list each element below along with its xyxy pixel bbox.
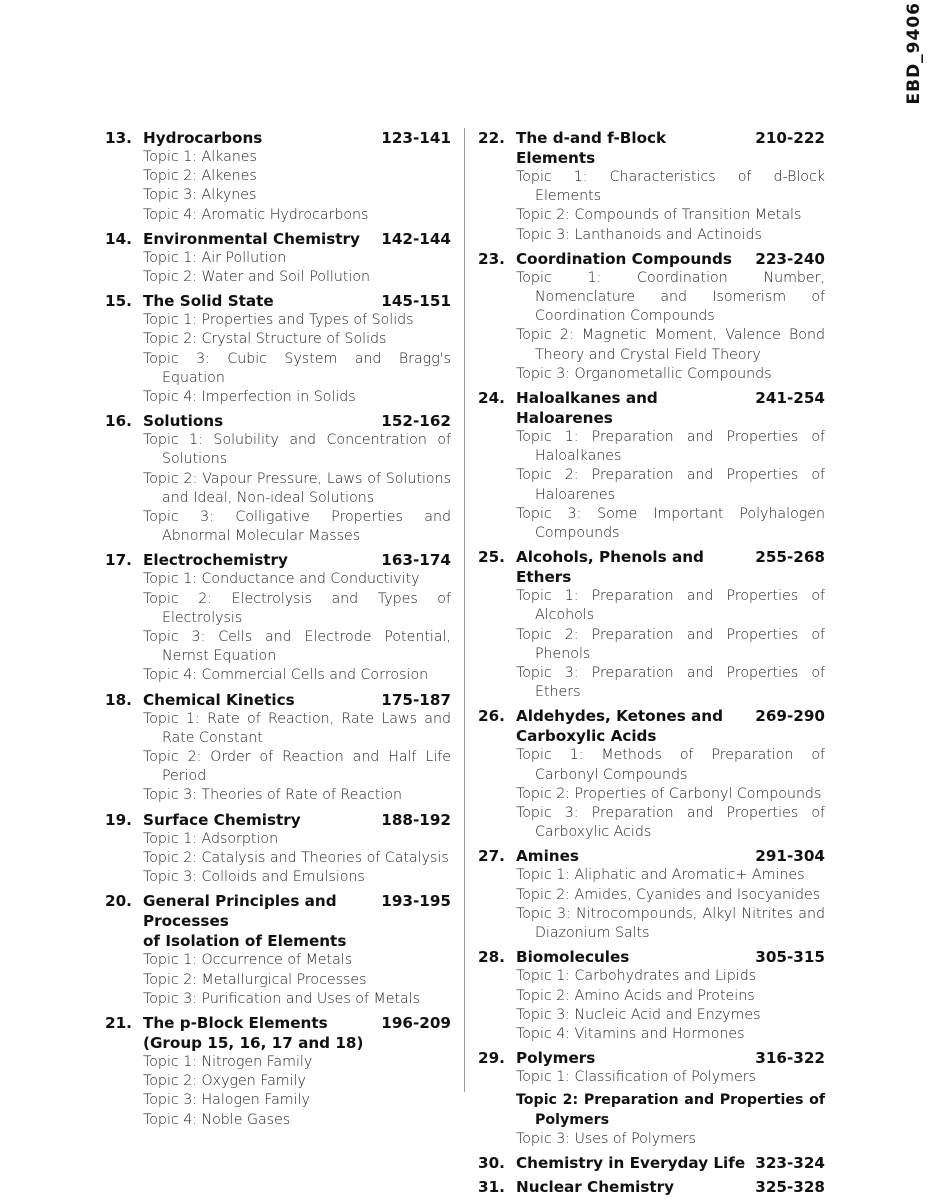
chapter-number: 16.: [105, 412, 132, 431]
topic-item: Topic 1: Carbohydrates and Lipids: [516, 968, 757, 985]
chapter-entry: [105, 411, 451, 546]
chapter-title: Chemical Kinetics: [143, 690, 295, 709]
chapter-entry: [478, 947, 825, 1044]
chapter-pages: 210-222: [755, 129, 825, 147]
chapter-entry: [105, 291, 451, 407]
topic-item: Topic 4: Vitamins and Hormones: [516, 1025, 745, 1042]
topic-item: Topic 1: Nitrogen Family: [143, 1053, 313, 1070]
chapter-number: 24.: [478, 389, 505, 408]
chapter-heading: [478, 388, 825, 428]
chapter-entry: [105, 810, 451, 888]
topic-list: [516, 269, 825, 384]
chapter-title: Alcohols, Phenols and Ethers: [516, 548, 704, 587]
chapter-pages: 305-315: [755, 948, 825, 967]
topic-item: Topic 2: Order of Reaction and Half Life Period: [143, 749, 451, 785]
chapter-number: 20.: [105, 892, 132, 911]
topic-list: [143, 249, 451, 287]
chapter-number: 19.: [105, 810, 132, 829]
topic-list: [516, 967, 825, 1044]
chapter-pages: 196-209: [381, 1013, 451, 1032]
chapter-entry: [478, 1153, 825, 1173]
topic-list: [516, 587, 825, 702]
chapter-title: Environmental Chemistry: [143, 229, 360, 248]
chapter-number: 30.: [478, 1153, 505, 1172]
chapter-heading: [478, 706, 825, 746]
topic-item: Topic 2: Catalysis and Theories of Catalysis: [143, 849, 449, 866]
topic-item: Topic 4: Aromatic Hydrocarbons: [143, 206, 369, 223]
topic-item: Topic 1: Preparation and Properties of Alcohols: [516, 588, 825, 624]
chapter-entry: [105, 891, 451, 1009]
chapter-number: 23.: [478, 249, 505, 268]
topic-list: [516, 168, 825, 245]
topic-item: Topic 3: Theories of Rate of Reaction: [143, 787, 403, 804]
chapter-pages: 291-304: [755, 847, 825, 866]
chapter-number: 21.: [105, 1013, 132, 1032]
topic-item: Topic 3: Cells and Electrode Potential, Nernst Equation: [143, 629, 451, 665]
topic-item: Topic 2: Vapour Pressure, Laws of Solutions and Ideal, Non-ideal Solutions: [143, 470, 451, 506]
chapter-heading: [478, 1153, 825, 1173]
chapter-pages: 123-141: [381, 129, 451, 147]
topic-item: Topic 1: Occurrence of Metals: [143, 952, 353, 969]
chapter-title: Solutions: [143, 412, 224, 431]
chapter-title: The p-Block Elements (Group 15, 16, 17 and 18): [143, 1013, 364, 1052]
chapter-entry: [478, 1177, 825, 1197]
chapter-title: Biomolecules: [516, 948, 630, 967]
chapter-heading: [105, 891, 451, 951]
topic-item: Topic 2: Preparation and Properties of Phenols: [516, 626, 825, 662]
topic-item: Topic 1: Air Pollution: [143, 249, 287, 266]
chapter-entry: [478, 249, 825, 384]
chapter-pages: 325-328: [755, 1177, 825, 1196]
chapter-heading: [105, 291, 451, 311]
topic-item: Topic 3: Preparation and Properties of Carboxylic Acids: [516, 805, 825, 841]
topic-item: Topic 3: Colligative Properties and Abnormal Molecular Masses: [143, 509, 451, 545]
chapter-number: 25.: [478, 548, 505, 567]
topic-item: Topic 1: Rate of Reaction, Rate Laws and Rate Constant: [143, 710, 451, 746]
chapter-pages: 188-192: [381, 810, 451, 829]
column-divider: [464, 128, 465, 1092]
chapter-heading: [478, 547, 825, 587]
chapter-pages: 316-322: [755, 1049, 825, 1068]
topic-item: Topic 1: Coordination Number, Nomenclature and Isomerism of Coordination Compounds: [516, 269, 825, 325]
chapter-number: 18.: [105, 690, 132, 709]
topic-item: Topic 3: Cubic System and Bragg's Equation: [143, 350, 451, 386]
topic-item: Topic 2: Metallurgical Processes: [143, 971, 367, 988]
chapter-heading: [105, 229, 451, 249]
topic-list: [143, 951, 451, 1009]
chapter-number: 17.: [105, 551, 132, 570]
topic-list: [143, 1053, 451, 1130]
toc-right-column: [478, 128, 825, 1201]
topic-item: Topic 2: Water and Soil Pollution: [143, 269, 371, 286]
chapter-heading: [478, 1177, 825, 1197]
chapter-title: Aldehydes, Ketones and Carboxylic Acids: [516, 707, 723, 746]
chapter-pages: 269-290: [755, 707, 825, 726]
chapter-heading: [478, 1048, 825, 1068]
chapter-pages: 255-268: [755, 548, 825, 567]
topic-item: Topic 1: Alkanes: [143, 149, 257, 165]
chapter-title: Chemistry in Everyday Life: [516, 1153, 746, 1172]
topic-item: Topic 2: Crystal Structure of Solids: [143, 331, 387, 348]
topic-item: Topic 2: Properties of Carbonyl Compounds: [516, 785, 822, 802]
chapter-entry: [478, 846, 825, 943]
topic-item: Topic 1: Conductance and Conductivity: [143, 571, 420, 588]
topic-item: Topic 2: Preparation and Properties of Haloarenes: [516, 467, 825, 503]
topic-item: Topic 3: Uses of Polymers: [516, 1130, 696, 1147]
topic-item: Topic 1: Aliphatic and Aromatic+ Amines: [516, 867, 805, 884]
topic-item: Topic 3: Preparation and Properties of Ethers: [516, 665, 825, 701]
chapter-heading: [105, 1013, 451, 1053]
topic-item: Topic 4: Noble Gases: [143, 1111, 291, 1128]
topic-item: Topic 3: Purification and Uses of Metals: [143, 990, 421, 1007]
chapter-title: The d-and f-Block Elements: [516, 129, 667, 167]
toc-left-column: [105, 128, 451, 1134]
chapter-number: 15.: [105, 292, 132, 311]
topic-item: Topic 3: Organometallic Compounds: [516, 365, 772, 382]
chapter-entry: [478, 388, 825, 543]
topic-item: Topic 2: Alkenes: [143, 168, 257, 185]
chapter-number: 22.: [478, 129, 505, 147]
chapter-pages: 241-254: [755, 389, 825, 408]
chapter-number: 31.: [478, 1177, 505, 1196]
topic-item: Topic 3: Nitrocompounds, Alkyl Nitrites and Diazonium Salts: [516, 905, 825, 942]
topic-item: Topic 1: Properties and Types of Solids: [143, 312, 414, 329]
topic-item: Topic 1: Adsorption: [143, 830, 279, 847]
chapter-number: 26.: [478, 707, 505, 726]
topic-list: [516, 428, 825, 543]
chapter-title: General Principles and Processes of Isolation of Elements: [143, 892, 347, 951]
chapter-number: 29.: [478, 1049, 505, 1068]
chapter-title: Surface Chemistry: [143, 810, 301, 829]
chapter-heading: [105, 550, 451, 570]
topic-item: Topic 2: Amino Acids and Proteins: [516, 987, 755, 1004]
topic-item: Topic 1: Classification of Polymers: [516, 1069, 756, 1086]
topic-item: Topic 2: Oxygen Family: [143, 1073, 306, 1090]
chapter-heading: [478, 128, 825, 168]
chapter-entry: [478, 547, 825, 702]
topic-item: Topic 1: Characteristics of d-Block Elements: [516, 169, 825, 205]
chapter-title: Polymers: [516, 1049, 596, 1068]
chapter-number: 14.: [105, 229, 132, 248]
chapter-title: The Solid State: [143, 292, 274, 311]
topic-item: Topic 3: Halogen Family: [143, 1092, 310, 1109]
chapter-pages: 175-187: [381, 690, 451, 709]
topic-item: Topic 3: Alkynes: [143, 187, 257, 204]
chapter-pages: 193-195: [381, 892, 451, 911]
topic-item: Topic 1: Preparation and Properties of Haloalkanes: [516, 429, 825, 465]
chapter-number: 13.: [105, 129, 132, 147]
chapter-entry: [478, 1048, 825, 1149]
chapter-title: Nuclear Chemistry: [516, 1177, 675, 1196]
chapter-heading: [478, 249, 825, 269]
chapter-pages: 163-174: [381, 551, 451, 570]
chapter-title: Coordination Compounds: [516, 249, 732, 268]
chapter-title: Electrochemistry: [143, 551, 288, 570]
chapter-number: 28.: [478, 948, 505, 967]
chapter-heading: [105, 690, 451, 710]
chapter-heading: [105, 411, 451, 431]
chapter-entry: [105, 1013, 451, 1130]
topic-item: Topic 2: Preparation and Properties of Polymers: [516, 1092, 825, 1128]
topic-item: Topic 2: Amides, Cyanides and Isocyanides: [516, 886, 821, 903]
chapter-entry: [478, 128, 825, 245]
chapter-pages: 142-144: [381, 229, 451, 248]
topic-item: Topic 2: Magnetic Moment, Valence Bond Theory and Crystal Field Theory: [516, 327, 825, 363]
topic-list: [143, 311, 451, 407]
chapter-title: Haloalkanes and Haloarenes: [516, 389, 658, 428]
topic-list: [143, 431, 451, 546]
topic-list: [516, 746, 825, 842]
chapter-pages: 152-162: [381, 412, 451, 431]
topic-item: Topic 3: Some Important Polyhalogen Compounds: [516, 505, 825, 542]
chapter-entry: [105, 229, 451, 287]
chapter-title: Hydrocarbons: [143, 129, 263, 147]
chapter-title: Amines: [516, 847, 579, 866]
chapter-number: 27.: [478, 847, 505, 866]
topic-list: [143, 570, 451, 685]
document-code: EBD_9406: [904, 2, 924, 105]
topic-item: Topic 3: Lanthanoids and Actinoids: [516, 226, 762, 243]
topic-list: [143, 710, 451, 806]
chapter-pages: 145-151: [381, 292, 451, 311]
topic-item: Topic 2: Electrolysis and Types of Electrolysis: [143, 590, 451, 626]
topic-item: Topic 3: Nucleic Acid and Enzymes: [516, 1006, 761, 1023]
chapter-entry: [478, 706, 825, 842]
chapter-heading: [105, 128, 451, 148]
chapter-heading: [478, 947, 825, 967]
topic-item: Topic 4: Imperfection in Solids: [143, 389, 356, 406]
chapter-entry: [105, 128, 451, 225]
chapter-heading: [105, 810, 451, 830]
topic-item: Topic 1: Methods of Preparation of Carbonyl Compounds: [516, 747, 825, 783]
topic-item: Topic 3: Colloids and Emulsions: [143, 869, 365, 886]
chapter-entry: [105, 550, 451, 685]
topic-list: [516, 1068, 825, 1149]
topic-item: Topic 1: Solubility and Concentration of Solutions: [143, 432, 451, 468]
chapter-pages: 223-240: [755, 249, 825, 268]
topic-list: [143, 830, 451, 888]
topic-list: [143, 148, 451, 225]
chapter-heading: [478, 846, 825, 866]
topic-item: Topic 2: Compounds of Transition Metals: [516, 207, 802, 224]
topic-list: [516, 866, 825, 943]
chapter-entry: [105, 690, 451, 806]
topic-item: Topic 4: Commercial Cells and Corrosion: [143, 667, 429, 684]
chapter-pages: 323-324: [755, 1153, 825, 1172]
